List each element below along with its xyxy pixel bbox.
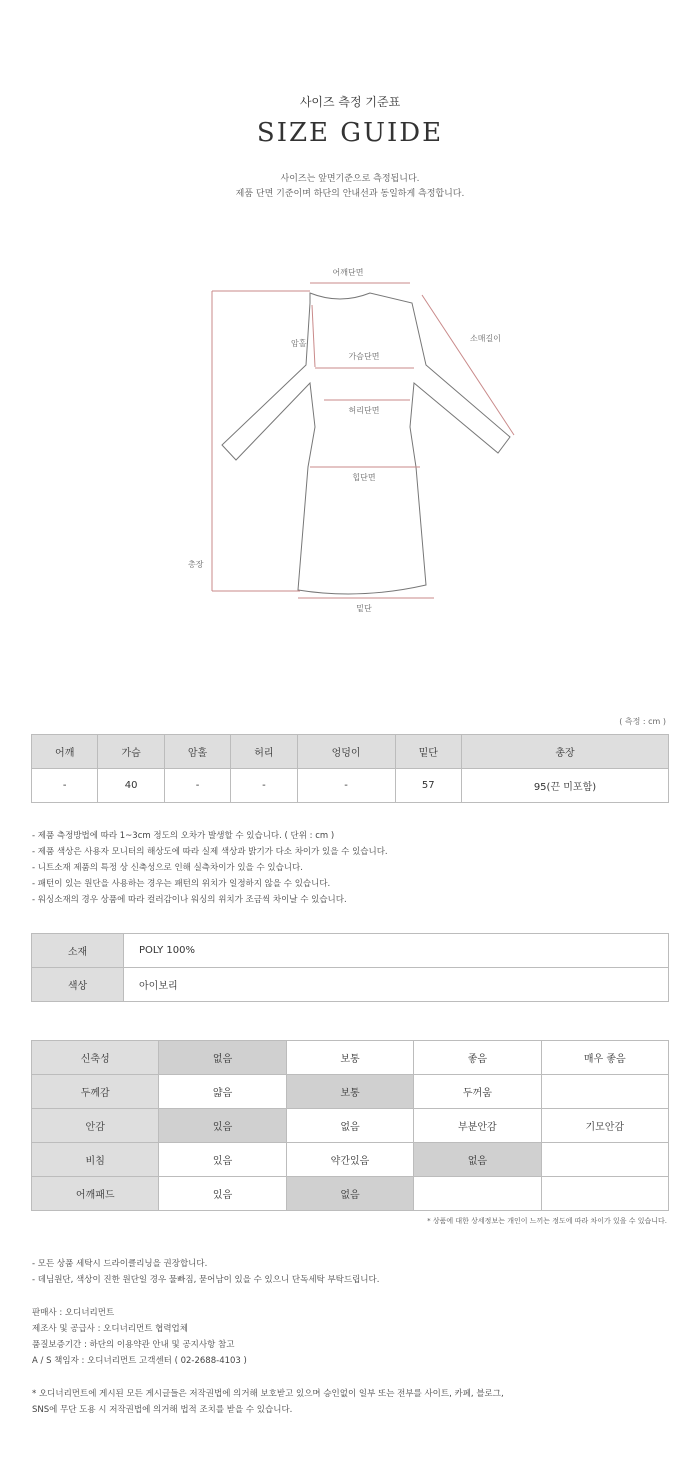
feature-option: 부분안감 bbox=[414, 1109, 541, 1143]
feature-option-selected: 보통 bbox=[286, 1075, 413, 1109]
feature-note: * 상품에 대한 상세정보는 개인이 느끼는 정도에 따라 차이가 있을 수 있습니다. bbox=[427, 1217, 667, 1225]
intro-line: 제품 단면 기준이며 하단의 안내선과 동일하게 측정합니다. bbox=[235, 189, 465, 199]
feature-option-selected: 없음 bbox=[159, 1041, 286, 1075]
feature-label: 두께감 bbox=[32, 1075, 159, 1109]
size-header-cell: 허리 bbox=[231, 735, 297, 769]
copyright-notice bbox=[32, 1386, 504, 1418]
feature-option bbox=[541, 1177, 668, 1211]
feature-label: 신축성 bbox=[32, 1041, 159, 1075]
measurement-notes bbox=[32, 828, 388, 908]
intro-text bbox=[0, 172, 700, 202]
length-label: 총장 bbox=[188, 560, 204, 569]
size-value-row bbox=[32, 769, 669, 803]
info-line: 판매사 : 오디너리먼트 bbox=[32, 1308, 115, 1318]
page-title: SIZE GUIDE bbox=[256, 118, 444, 148]
sleeve-guide bbox=[422, 295, 514, 435]
size-value-cell: - bbox=[164, 769, 230, 803]
size-header-cell: 가슴 bbox=[98, 735, 164, 769]
size-value-cell: - bbox=[32, 769, 98, 803]
feature-row bbox=[32, 1143, 669, 1177]
chest-label: 가슴단면 bbox=[348, 352, 380, 361]
size-value-cell: 40 bbox=[98, 769, 164, 803]
copyright-line: * 오디너리먼트에 게시된 모든 게시글들은 저작권법에 의거해 보호받고 있으며 승인없이 일부 또는 전부를 사이트, 카페, 블로그, bbox=[32, 1389, 504, 1399]
armhole-label: 암홀 bbox=[291, 339, 307, 348]
info-line: A / S 책임자 : 오디너리먼트 고객센터 ( 02-2688-4103 ) bbox=[32, 1356, 247, 1366]
feature-option: 두꺼움 bbox=[414, 1075, 541, 1109]
feature-option: 약간있음 bbox=[286, 1143, 413, 1177]
feature-row bbox=[32, 1109, 669, 1143]
size-header-cell: 엉덩이 bbox=[297, 735, 395, 769]
hip-label: 힙단면 bbox=[352, 473, 376, 482]
size-header-cell: 밑단 bbox=[395, 735, 461, 769]
feature-row bbox=[32, 1075, 669, 1109]
care-line: - 모든 상품 세탁시 드라이클리닝을 권장합니다. bbox=[32, 1259, 208, 1269]
feature-option bbox=[541, 1075, 668, 1109]
sleeve-label: 소매길이 bbox=[470, 334, 501, 343]
page-subtitle: 사이즈 측정 기준표 bbox=[299, 95, 401, 109]
dress-diagram bbox=[170, 255, 530, 635]
shoulder-label: 어깨단면 bbox=[332, 268, 364, 277]
feature-label: 비침 bbox=[32, 1143, 159, 1177]
material-label: 색상 bbox=[32, 968, 124, 1002]
note-line: - 제품 측정방법에 따라 1~3cm 정도의 오차가 발생할 수 있습니다. ( 단위 : cm ) bbox=[32, 831, 335, 841]
feature-option: 없음 bbox=[286, 1109, 413, 1143]
feature-row bbox=[32, 1041, 669, 1075]
size-value-cell: 95(끈 미포함) bbox=[461, 769, 668, 803]
feature-option: 보통 bbox=[286, 1041, 413, 1075]
info-line: 제조사 및 공급사 : 오디너리먼트 협력업체 bbox=[32, 1324, 188, 1334]
armhole-guide bbox=[312, 305, 315, 367]
feature-option: 매우 좋음 bbox=[541, 1041, 668, 1075]
waist-label: 허리단면 bbox=[348, 406, 380, 415]
note-line: - 패턴이 있는 원단을 사용하는 경우는 패턴의 위치가 일정하지 않을 수 있습니다. bbox=[32, 879, 331, 889]
care-notes bbox=[32, 1256, 379, 1288]
feature-row bbox=[32, 1177, 669, 1211]
note-line: - 제품 색상은 사용자 모니터의 해상도에 따라 실제 색상과 밝기가 다소 차이가 있을 수 있습니다. bbox=[32, 847, 388, 857]
intro-line: 사이즈는 앞면기준으로 측정됩니다. bbox=[280, 174, 420, 184]
size-value-cell: - bbox=[231, 769, 297, 803]
material-row bbox=[32, 968, 669, 1002]
material-row bbox=[32, 934, 669, 968]
unit-note: ( 측정 : cm ) bbox=[619, 717, 666, 726]
feature-option bbox=[541, 1143, 668, 1177]
feature-option bbox=[414, 1177, 541, 1211]
note-line: - 니트소재 제품의 특정 상 신축성으로 인해 실측차이가 있을 수 있습니다. bbox=[32, 863, 303, 873]
material-value: 아이보리 bbox=[124, 968, 669, 1002]
care-line: - 데님원단, 색상이 진한 원단일 경우 물빠짐, 묻어남이 있을 수 있으니 단독세탁 부탁드립니다. bbox=[32, 1275, 380, 1285]
seller-info bbox=[32, 1305, 247, 1369]
size-table bbox=[31, 734, 669, 803]
size-header-cell: 어깨 bbox=[32, 735, 98, 769]
size-header-row bbox=[32, 735, 669, 769]
feature-table bbox=[31, 1040, 669, 1211]
copyright-line: SNS에 무단 도용 시 저작권법에 의거해 법적 조치를 받을 수 있습니다. bbox=[32, 1405, 293, 1415]
feature-option-selected: 없음 bbox=[286, 1177, 413, 1211]
material-value: POLY 100% bbox=[124, 934, 669, 968]
feature-option: 기모안감 bbox=[541, 1109, 668, 1143]
feature-option: 있음 bbox=[159, 1143, 286, 1177]
feature-label: 어깨패드 bbox=[32, 1177, 159, 1211]
size-value-cell: 57 bbox=[395, 769, 461, 803]
feature-option: 얇음 bbox=[159, 1075, 286, 1109]
feature-option: 있음 bbox=[159, 1177, 286, 1211]
material-table bbox=[31, 933, 669, 1002]
size-header-cell: 총장 bbox=[461, 735, 668, 769]
size-value-cell: - bbox=[297, 769, 395, 803]
feature-option: 좋음 bbox=[414, 1041, 541, 1075]
size-header-cell: 암홀 bbox=[164, 735, 230, 769]
hem-label: 밑단 bbox=[356, 604, 372, 613]
feature-option-selected: 없음 bbox=[414, 1143, 541, 1177]
info-line: 품질보증기간 : 하단의 이용약관 안내 및 공지사항 참고 bbox=[32, 1340, 235, 1350]
material-label: 소재 bbox=[32, 934, 124, 968]
feature-label: 안감 bbox=[32, 1109, 159, 1143]
feature-option-selected: 있음 bbox=[159, 1109, 286, 1143]
dress-outline bbox=[222, 293, 510, 594]
note-line: - 워싱소재의 경우 상품에 따라 컬러감이나 워싱의 위치가 조금씩 차이날 수 있습니다. bbox=[32, 895, 347, 905]
